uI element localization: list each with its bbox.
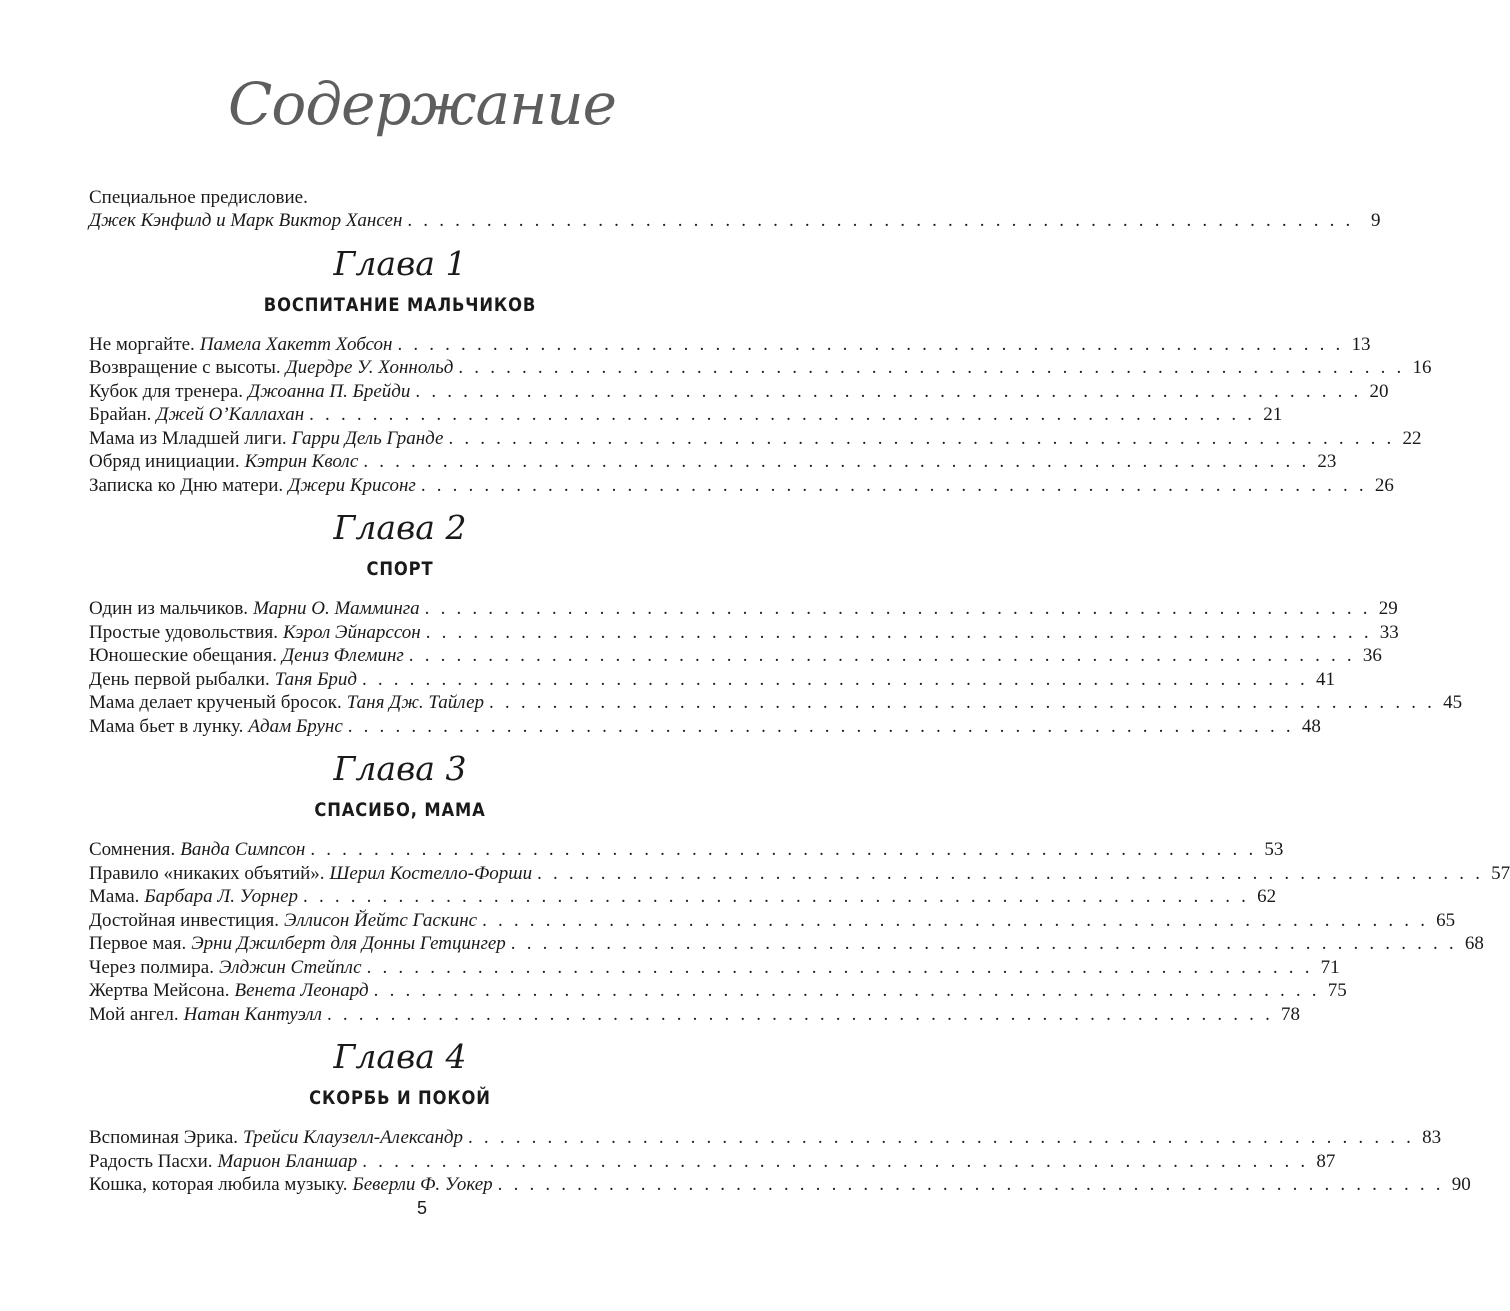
entry-title: Мой ангел. — [89, 1003, 179, 1025]
entry-page: 53 — [1264, 839, 1284, 860]
entry-author: Джек Кэнфилд и Марк Виктор Хансен — [89, 210, 403, 231]
chapter-subtitle: СПОРТ — [366, 558, 434, 580]
toc-entry[interactable] — [89, 1003, 1301, 1027]
chapter-heading: Глава 4 — [333, 1037, 467, 1076]
entry-author: Дениз Флеминг — [282, 645, 404, 666]
toc-entry[interactable] — [89, 862, 1510, 886]
toc-entry[interactable] — [89, 838, 1284, 862]
toc-entry[interactable] — [89, 1173, 1471, 1197]
entry-title: Мама из Младшей лиги. — [89, 427, 287, 449]
toc-entry[interactable] — [89, 691, 1463, 715]
toc-entry[interactable] — [89, 621, 1399, 645]
dot-leader: . . . . . . . . . . . . . . . . . . . . . . . . . . . . . . . . . . . . . . . . . . . . . . . . . . . . . . . . . . . . — [373, 980, 1320, 1001]
toc-entry[interactable] — [89, 380, 1389, 404]
dot-leader: . . . . . . . . . . . . . . . . . . . . . . . . . . . . . . . . . . . . . . . . . . . . . . . . . . . . . . . . . . . . — [326, 1003, 1274, 1025]
entry-page: 71 — [1320, 956, 1340, 978]
dot-leader: . . . . . . . . . . . . . . . . . . . . . . . . . . . . . . . . . . . . . . . . . . . . . . . . . . . . . . . . . . . . — [397, 333, 1344, 355]
entry-page: 62 — [1257, 886, 1277, 907]
intro-title: Специальное предисловие. — [89, 187, 308, 208]
entry-author: Гарри Дель Гранде — [291, 427, 444, 449]
entry-title: Мама делает крученый бросок. — [89, 692, 342, 713]
toc-entry[interactable] — [89, 644, 1382, 668]
dot-leader: . . . . . . . . . . . . . . . . . . . . . . . . . . . . . . . . . . . . . . . . . . . . . . . . . . . . . . . . . . . . — [408, 645, 1355, 666]
entry-page: 75 — [1327, 980, 1347, 1001]
toc-entry[interactable] — [89, 356, 1432, 380]
entry-title: Мама. — [89, 886, 140, 907]
chapters-list — [89, 243, 1510, 1197]
entry-page: 36 — [1362, 645, 1382, 666]
entry-author: Ванда Симпсон — [180, 839, 306, 860]
entry-page: 41 — [1316, 668, 1336, 690]
entry-title: Возвращение с высоты. — [89, 357, 281, 378]
entry-author: Кэрол Эйнарссон — [282, 621, 421, 643]
entry-title: Через полмира. — [89, 956, 214, 978]
toc-entry[interactable] — [89, 474, 1394, 498]
dot-leader: . . . . . . . . . . . . . . . . . . . . . . . . . . . . . . . . . . . . . . . . . . . . . . . . . . . . . . . . . . . . — [425, 621, 1372, 643]
entry-title: Сомнения. — [89, 839, 176, 860]
entry-page: 13 — [1351, 333, 1371, 355]
chapter-subtitle: СКОРБЬ И ПОКОЙ — [309, 1087, 491, 1109]
dot-leader: . . . . . . . . . . . . . . . . . . . . . . . . . . . . . . . . . . . . . . . . . . . . . . . . . . . . . . . . . . . . — [415, 380, 1362, 402]
entry-title: Не моргайте. — [89, 333, 195, 355]
entry-page: 45 — [1443, 692, 1463, 713]
toc-entry[interactable] — [89, 450, 1337, 474]
entry-title: Записка ко Дню матери. — [89, 474, 284, 496]
entry-author: Венета Леонард — [234, 980, 369, 1001]
entry-page: 57 — [1491, 862, 1510, 884]
toc-entry[interactable] — [89, 1150, 1336, 1174]
entry-page: 9 — [1370, 210, 1381, 231]
dot-leader: . . . . . . . . . . . . . . . . . . . . . . . . . . . . . . . . . . . . . . . . . . . . . . . . . . . . . . . . . . . . — [448, 427, 1395, 449]
dot-leader: . . . . . . . . . . . . . . . . . . . . . . . . . . . . . . . . . . . . . . . . . . . . . . . . . . . . . . . . . . . . — [482, 909, 1429, 931]
dot-leader: . . . . . . . . . . . . . . . . . . . . . . . . . . . . . . . . . . . . . . . . . . . . . . . . . . . . . . . . . . . . — [510, 933, 1457, 954]
dot-leader: . . . . . . . . . . . . . . . . . . . . . . . . . . . . . . . . . . . . . . . . . . . . . . . . . . . . . . . . . . . . — [362, 1150, 1309, 1172]
entry-author: Эллисон Йейтс Гаскинс — [284, 909, 478, 931]
dot-leader: . . . . . . . . . . . . . . . . . . . . . . . . . . . . . . . . . . . . . . . . . . . . . . . . . . . . . . . . . . . . — [497, 1174, 1444, 1195]
toc-entry[interactable] — [89, 333, 1371, 357]
entry-page: 65 — [1436, 909, 1456, 931]
table-of-contents — [89, 186, 1510, 1197]
toc-entry[interactable] — [89, 932, 1484, 956]
entry-title: Радость Пасхи. — [89, 1150, 213, 1172]
entry-title: Юношеские обещания. — [89, 645, 277, 666]
dot-leader: . . . . . . . . . . . . . . . . . . . . . . . . . . . . . . . . . . . . . . . . . . . . . . . . . . . . . . . . . . . . — [537, 862, 1484, 884]
toc-entry[interactable] — [89, 427, 1422, 451]
dot-leader: . . . . . . . . . . . . . . . . . . . . . . . . . . . . . . . . . . . . . . . . . . . . . . . . . . . . . . . . . . . . — [468, 1127, 1415, 1148]
entry-title: Жертва Мейсона. — [89, 980, 230, 1001]
dot-leader: . . . . . . . . . . . . . . . . . . . . . . . . . . . . . . . . . . . . . . . . . . . . . . . . . . . . . . . . . . . . — [363, 451, 1310, 472]
entry-title: Правило «никаких объятий». — [89, 862, 325, 884]
entry-page: 90 — [1451, 1174, 1471, 1195]
entry-page: 20 — [1369, 380, 1389, 402]
entry-title: Вспоминая Эрика. — [89, 1127, 239, 1148]
entry-title: Один из мальчиков. — [89, 598, 249, 619]
entry-title: Первое мая. — [89, 933, 187, 954]
entry-title: Обряд инициации. — [89, 451, 240, 472]
dot-leader: . . . . . . . . . . . . . . . . . . . . . . . . . . . . . . . . . . . . . . . . . . . . . . . . . . . . . . . . . . . . — [309, 404, 1256, 425]
entry-page: 87 — [1316, 1150, 1336, 1172]
entry-page: 48 — [1301, 715, 1321, 737]
entry-author: Кэтрин Кволс — [244, 451, 359, 472]
page-title: Содержание — [228, 70, 616, 138]
dot-leader: . . . . . . . . . . . . . . . . . . . . . . . . . . . . . . . . . . . . . . . . . . . . . . . . . . . . . . . . . . . . — [366, 956, 1313, 978]
entry-page: 29 — [1378, 598, 1398, 619]
entry-title: Кубок для тренера. — [89, 380, 244, 402]
entry-author: Марни О. Мамминга — [253, 598, 420, 619]
entry-page: 21 — [1263, 404, 1283, 425]
toc-entry[interactable] — [89, 668, 1336, 692]
toc-entry[interactable] — [89, 597, 1398, 621]
entry-author: Элджин Стейплс — [218, 956, 362, 978]
toc-entry[interactable] — [89, 979, 1347, 1003]
entry-author: Джей О’Каллахан — [156, 404, 305, 425]
entry-author: Таня Дж. Тайлер — [346, 692, 485, 713]
toc-entry[interactable] — [89, 909, 1456, 933]
entry-title: Достойная инвестиция. — [89, 909, 280, 931]
entry-author: Барбара Л. Уорнер — [144, 886, 299, 907]
dot-leader: . . . . . . . . . . . . . . . . . . . . . . . . . . . . . . . . . . . . . . . . . . . . . . . . . . . . . . . . . . . . — [347, 715, 1294, 737]
entry-author: Таня Брид — [274, 668, 357, 690]
chapter-heading: Глава 1 — [333, 243, 467, 283]
toc-entry[interactable] — [89, 715, 1321, 739]
toc-entry[interactable] — [89, 956, 1340, 980]
intro-entry[interactable] — [89, 209, 1381, 233]
toc-entry[interactable] — [89, 885, 1277, 909]
entry-page: 23 — [1317, 451, 1337, 472]
entry-author: Марион Бланшар — [217, 1150, 358, 1172]
entry-title: Кошка, которая любила музыку. — [89, 1174, 348, 1195]
chapter-subtitle: СПАСИБО, МАМА — [314, 799, 486, 821]
chapter-heading: Глава 3 — [333, 749, 467, 788]
entry-title: Мама бьет в лунку. — [89, 715, 244, 737]
chapter-heading: Глава 2 — [333, 508, 467, 547]
dot-leader: . . . . . . . . . . . . . . . . . . . . . . . . . . . . . . . . . . . . . . . . . . . . . . . . . . . . . . . . . . . . — [420, 474, 1367, 496]
dot-leader: . . . . . . . . . . . . . . . . . . . . . . . . . . . . . . . . . . . . . . . . . . . . . . . . . . . . . . . . . . . . — [424, 598, 1371, 619]
dot-leader: . . . . . . . . . . . . . . . . . . . . . . . . . . . . . . . . . . . . . . . . . . . . . . . . . . . . . . . . . . . . — [458, 357, 1405, 378]
chapter-subtitle: ВОСПИТАНИЕ МАЛЬЧИКОВ — [263, 293, 537, 316]
entry-author: Шерил Костелло-Форши — [329, 862, 533, 884]
entry-page: 22 — [1402, 427, 1422, 449]
entry-page: 83 — [1422, 1127, 1442, 1148]
entry-page: 26 — [1374, 474, 1394, 496]
toc-entry[interactable] — [89, 1126, 1442, 1150]
entry-title: День первой рыбалки. — [89, 668, 270, 690]
entry-author: Беверли Ф. Уокер — [352, 1174, 493, 1195]
entry-author: Адам Брунс — [248, 715, 343, 737]
entry-page: 33 — [1379, 621, 1399, 643]
dot-leader: . . . . . . . . . . . . . . . . . . . . . . . . . . . . . . . . . . . . . . . . . . . . . . . . . . . . . . . . . . . . — [361, 668, 1309, 690]
entry-page: 68 — [1464, 933, 1484, 954]
dot-leader: . . . . . . . . . . . . . . . . . . . . . . . . . . . . . . . . . . . . . . . . . . . . . . . . . . . . . . . . . . . . — [489, 692, 1436, 713]
entry-title: Простые удовольствия. — [89, 621, 278, 643]
dot-leader: . . . . . . . . . . . . . . . . . . . . . . . . . . . . . . . . . . . . . . . . . . . . . . . . . . . . . . . . . . . . — [303, 886, 1250, 907]
page-number: 5 — [416, 1198, 427, 1218]
entry-author: Памела Хакетт Хобсон — [199, 333, 393, 355]
entry-author: Джери Крисонг — [288, 474, 416, 496]
entry-author: Трейси Клаузелл-Александр — [243, 1127, 464, 1148]
dot-leader: . . . . . . . . . . . . . . . . . . . . . . . . . . . . . . . . . . . . . . . . . . . . . . . . . . . . . . . . . . . . — [407, 210, 1354, 231]
entry-title: Брайан. — [89, 404, 152, 425]
entry-author: Диердре У. Хоннольд — [285, 357, 454, 378]
toc-entry[interactable] — [89, 403, 1283, 427]
entry-author: Джоанна П. Брейди — [248, 380, 411, 402]
entry-page: 16 — [1412, 357, 1432, 378]
entry-page: 78 — [1281, 1003, 1301, 1025]
entry-author: Натан Кантуэлл — [183, 1003, 322, 1025]
entry-author: Эрни Джилберт для Донны Гетцингер — [191, 933, 506, 954]
dot-leader: . . . . . . . . . . . . . . . . . . . . . . . . . . . . . . . . . . . . . . . . . . . . . . . . . . . . . . . . . . . . — [310, 839, 1257, 860]
